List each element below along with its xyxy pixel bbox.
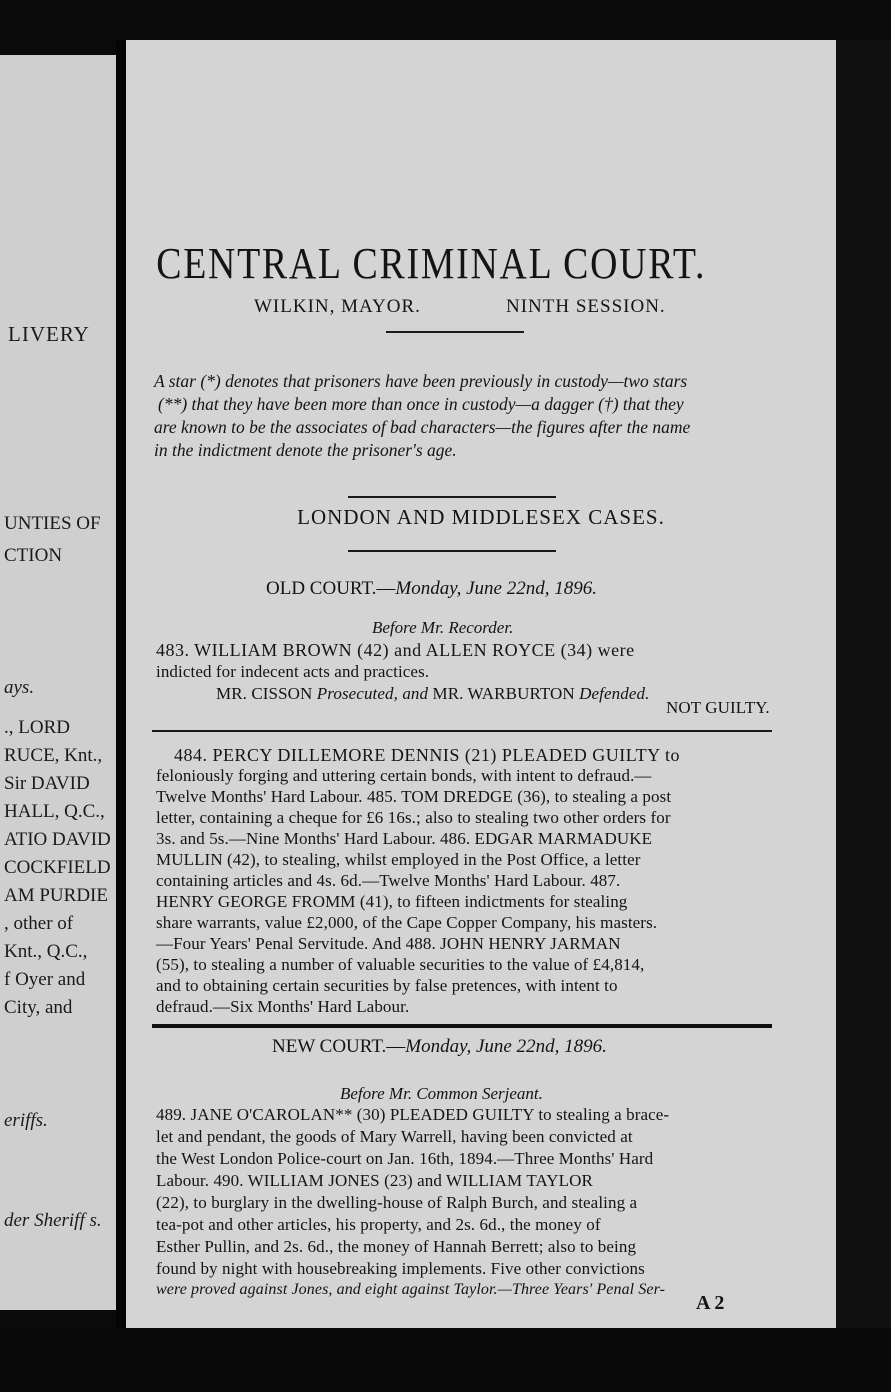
court-heading (266, 578, 597, 600)
case-text-line: let and pendant, the goods of Mary Warrell, having been convicted at (156, 1127, 633, 1146)
case-text-line: tea-pot and other articles, his property, and 2s. 6d., the money of (156, 1215, 601, 1234)
note-line: in the indictment denote the prisoner's age. (154, 440, 457, 460)
left-text-line: ays. (4, 677, 35, 698)
prosecutor-name: MR. CISSON (216, 684, 313, 703)
divider-rule (348, 496, 556, 498)
page-title: CENTRAL CRIMINAL COURT. (156, 239, 707, 288)
dark-background-bottom (0, 1328, 891, 1392)
case-text-line: (22), to burglary in the dwelling-house of Ralph Burch, and stealing a (156, 1193, 638, 1212)
case-text-line: containing articles and 4s. 6d.—Twelve Months' Hard Labour. 487. (156, 871, 621, 890)
case-text-line: (55), to stealing a number of valuable securities to the value of £4,814, (156, 955, 645, 974)
case-text-line: 483. WILLIAM BROWN (42) and ALLEN ROYCE (34) were (156, 640, 635, 660)
case-text-line: 489. JANE O'CAROLAN** (30) PLEADED GUILTY to stealing a brace- (156, 1105, 670, 1124)
divider-rule (152, 730, 772, 732)
case-text-line: Labour. 490. WILLIAM JONES (23) and WILLIAM TAYLOR (156, 1171, 593, 1190)
left-text-line: COCKFIELD (4, 857, 111, 878)
case-text-line: HENRY GEORGE FROMM (41), to fifteen indictments for stealing (156, 892, 628, 911)
note-line: are known to be the associates of bad characters—the figures after the name (154, 417, 691, 437)
left-text-line: Knt., Q.C., (4, 941, 88, 962)
court-name: NEW COURT.— (272, 1036, 406, 1057)
session-label: NINTH SESSION. (506, 296, 666, 317)
case-text-line: the West London Police-court on Jan. 16th, 1894.—Three Months' Hard (156, 1149, 654, 1168)
prosecuted-text: Prosecuted, and (316, 684, 429, 703)
presiding-judge: Before Mr. Common Serjeant. (340, 1084, 543, 1103)
counsel-line (216, 684, 649, 704)
left-facing-page (0, 55, 116, 1310)
case-text-line: 3s. and 5s.—Nine Months' Hard Labour. 486. EDGAR MARMADUKE (156, 829, 653, 848)
page-folio: A 2 (696, 1292, 725, 1314)
case-text-line: —Four Years' Penal Servitude. And 488. JOHN HENRY JARMAN (156, 934, 621, 953)
mayor-label: WILKIN, MAYOR. (254, 296, 421, 317)
case-text-line: indicted for indecent acts and practices. (156, 662, 430, 681)
case-text-line: Twelve Months' Hard Labour. 485. TOM DREDGE (36), to stealing a post (156, 787, 672, 806)
note-line: (**) that they have been more than once in custody—a dagger (†) that they (158, 394, 684, 414)
case-text-line: 484. PERCY DILLEMORE DENNIS (21) PLEADED GUILTY to (174, 745, 680, 765)
left-text-line: ., LORD (4, 717, 70, 738)
left-text-line: HALL, Q.C., (4, 801, 105, 822)
case-text-line: feloniously forging and uttering certain bonds, with intent to defraud.— (156, 766, 652, 785)
divider-rule (386, 331, 524, 333)
left-text-line: der Sheriff s. (4, 1210, 102, 1231)
case-text-line: Esther Pullin, and 2s. 6d., the money of Hannah Berrett; also to being (156, 1237, 637, 1256)
note-line: A star (*) denotes that prisoners have been previously in custody—two stars (154, 371, 688, 391)
court-heading (272, 1036, 607, 1058)
verdict: NOT GUILTY. (666, 698, 770, 717)
case-text-line: and to obtaining certain securities by false pretences, with intent to (156, 976, 618, 995)
left-text-line: LIVERY (8, 322, 90, 346)
divider-rule (348, 550, 556, 552)
left-text-line: UNTIES OF (4, 513, 101, 534)
case-text-line: found by night with housebreaking implements. Five other convictions (156, 1259, 645, 1278)
left-text-line: Sir DAVID (4, 773, 90, 794)
left-text-line: RUCE, Knt., (4, 745, 103, 766)
notation-key-paragraph (154, 370, 774, 462)
presiding-judge: Before Mr. Recorder. (372, 618, 514, 637)
left-text-line: , other of (4, 913, 74, 934)
document-page (126, 40, 836, 1328)
left-text-line: eriffs. (4, 1110, 48, 1131)
court-date: Monday, June 22nd, 1896. (395, 578, 597, 599)
defended-text: Defended. (579, 684, 650, 703)
left-text-line: AM PURDIE (4, 885, 108, 906)
divider-rule (152, 1024, 772, 1028)
left-text-line: City, and (4, 997, 73, 1018)
section-heading: LONDON AND MIDDLESEX CASES. (297, 505, 665, 529)
case-text-line: share warrants, value £2,000, of the Cape Copper Company, his masters. (156, 913, 658, 932)
left-text-line: CTION (4, 545, 63, 566)
case-text-line: MULLIN (42), to stealing, whilst employed in the Post Office, a letter (156, 850, 641, 869)
case-text-line: were proved against Jones, and eight against Taylor.—Three Years' Penal Ser- (156, 1281, 666, 1298)
case-text-line: letter, containing a cheque for £6 16s.; also to stealing two other orders for (156, 808, 671, 827)
defender-name: MR. WARBURTON (432, 684, 575, 703)
court-date: Monday, June 22nd, 1896. (405, 1036, 607, 1057)
left-text-line: ATIO DAVID (4, 829, 111, 850)
court-name: OLD COURT.— (266, 578, 396, 599)
left-text-line: f Oyer and (4, 969, 86, 990)
case-text-line: defraud.—Six Months' Hard Labour. (156, 997, 410, 1016)
dark-background-edge (836, 40, 891, 1392)
